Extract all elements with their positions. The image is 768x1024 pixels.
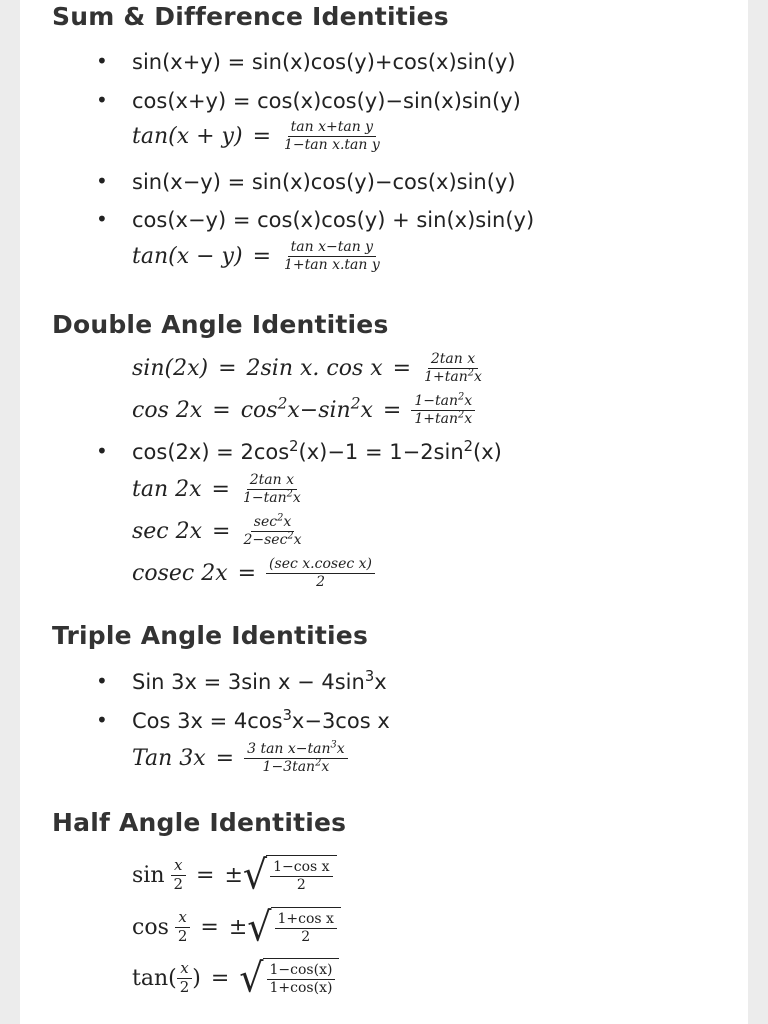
cos-2x-denominator: $1+\tan^2x$: [414, 409, 473, 427]
square-root-icon: √ $\frac{\text{1+cos x}}{2}$: [247, 907, 341, 947]
half-angle-heading: Half Angle Identities: [52, 808, 347, 837]
x-over-2-fraction: $\frac{x}{2}$: [175, 910, 191, 945]
tan-half-denominator: 1+cos(x): [269, 980, 333, 996]
cos-2x-middle: $\cos^2x-\sin^2x$: [240, 394, 373, 423]
tan-half-numerator: 1−cos(x): [267, 963, 336, 980]
tan-sum-numerator: tan x+tan y: [288, 120, 376, 137]
sec-2x-lhs: sec 2x: [132, 518, 203, 544]
cos-2x-lhs: cos 2x: [132, 397, 203, 423]
tan-3x-lhs: Tan 3x: [132, 745, 206, 771]
cos-half-angle-identity: [132, 903, 341, 951]
sec-2x-denominator: $2-\sec^2x$: [243, 530, 302, 548]
square-root-icon: √ $\frac{1-\cos(x)}{1+\cos(x)}$: [239, 958, 339, 998]
x-over-2-fraction: $\frac{x}{2}$: [171, 858, 187, 893]
sin-2x-numerator: 2tan x: [428, 352, 478, 369]
tan-half-angle-identity: [132, 954, 339, 1002]
cos-sum-identity: • cos(x+y) = cos(x)cos(y)−sin(x)sin(y): [132, 89, 521, 113]
tan-sum-denominator: 1−tan x.tan y: [284, 136, 380, 153]
cosec-2x-fraction: [266, 557, 375, 589]
cos-2x-bullet: • $\cos(2x) = 2\cos^2(x)-1 = 1-2\sin^2(x)$: [132, 440, 502, 464]
tan-function: tan(: [132, 965, 177, 991]
equals-sign: =: [196, 862, 215, 888]
plus-minus-sign: ±: [224, 862, 243, 888]
tan-3x-identity: [132, 739, 348, 775]
sin-half-angle-identity: [132, 851, 337, 899]
equals-sign: =: [382, 397, 402, 423]
sec-2x-fraction: [240, 512, 304, 548]
sin-3x-identity: • Sin 3x = 3sin $x - 4\sin^3x$: [132, 670, 387, 694]
sin-sum-identity: • sin(x+y) = sin(x)cos(y)+cos(x)sin(y): [132, 50, 516, 74]
cosec-2x-numerator: (sec x.cosec x): [266, 557, 375, 574]
equals-sign: =: [211, 476, 230, 502]
sin-half-denominator: 2: [296, 877, 306, 893]
sec-2x-numerator: $\sec^2x$: [251, 515, 294, 532]
sin-function: sin: [132, 862, 165, 888]
tan-2x-denominator: $1-\tan^2x$: [242, 488, 301, 506]
tan-3x-numerator: 3 $\tan x-\tan^3x$: [244, 742, 348, 759]
cos-half-denominator: 2: [301, 929, 311, 945]
sec-2x-identity: [132, 512, 305, 548]
sin-diff-identity: • sin(x−y) = sin(x)cos(y)−cos(x)sin(y): [132, 170, 516, 194]
tan-2x-numerator: 2tan x: [247, 473, 297, 490]
tan-3x-denominator: $1-3\tan^2x$: [262, 757, 330, 775]
equals-sign: =: [210, 965, 230, 991]
tan-sum-identity: [132, 120, 383, 152]
plus-minus-sign: ±: [228, 914, 248, 940]
sin-2x-fraction: [421, 352, 485, 384]
tan-3x-fraction: [244, 739, 348, 775]
equals-sign: =: [237, 560, 257, 586]
sin-half-numerator: 1−cos x: [270, 860, 332, 877]
cos-2x-identity: [132, 391, 475, 427]
tan-diff-lhs: tan(x − y): [132, 243, 243, 269]
sum-difference-heading: Sum & Difference Identities: [52, 2, 449, 31]
double-angle-heading: Double Angle Identities: [52, 310, 389, 339]
x-over-2-fraction: $\frac{x}{2}$: [177, 961, 193, 996]
equals-sign: =: [212, 518, 231, 544]
tan-diff-numerator: tan x−tan y: [288, 240, 376, 257]
sin-2x-lhs: sin(2x): [132, 355, 209, 381]
cos-3x-identity: • Cos $3x = 4\cos^3x-3\cos$ x: [132, 709, 390, 733]
tan-diff-fraction: [281, 240, 383, 272]
cos-function: cos: [132, 914, 169, 940]
cos-2x-numerator: $1-\tan^2x$: [411, 394, 475, 411]
equals-sign: =: [252, 123, 271, 149]
cos-half-numerator: 1+cos x: [275, 912, 337, 929]
identities-page: [20, 0, 748, 1024]
closing-paren: ): [192, 965, 201, 991]
tan-sum-fraction: [281, 120, 383, 152]
triple-angle-heading: Triple Angle Identities: [52, 621, 369, 650]
equals-sign: =: [200, 914, 219, 940]
cosec-2x-denominator: 2: [316, 573, 325, 590]
cos-2x-fraction: [411, 391, 475, 427]
tan-diff-identity: [132, 240, 383, 272]
equals-sign: =: [252, 243, 271, 269]
cos-diff-identity: • cos(x−y) = cos(x)cos(y) + sin(x)sin(y): [132, 208, 534, 232]
equals-sign: =: [392, 355, 412, 381]
tan-diff-denominator: 1+tan x.tan y: [284, 256, 380, 273]
equals-sign: =: [212, 397, 231, 423]
cosec-2x-lhs: cosec 2x: [132, 560, 228, 586]
equals-sign: =: [218, 355, 237, 381]
sin-2x-middle: 2sin x. cos x: [246, 355, 383, 381]
square-root-icon: √ $\frac{\text{1−cos x}}{2}$: [243, 855, 337, 895]
cosec-2x-identity: [132, 557, 375, 589]
equals-sign: =: [215, 745, 235, 771]
sin-2x-identity: [132, 352, 485, 384]
tan-2x-lhs: tan 2x: [132, 476, 202, 502]
tan-sum-lhs: tan(x + y): [132, 123, 243, 149]
tan-2x-identity: [132, 473, 304, 505]
tan-2x-fraction: [240, 473, 304, 505]
sin-2x-denominator: $1+\tan^2x$: [424, 367, 482, 385]
